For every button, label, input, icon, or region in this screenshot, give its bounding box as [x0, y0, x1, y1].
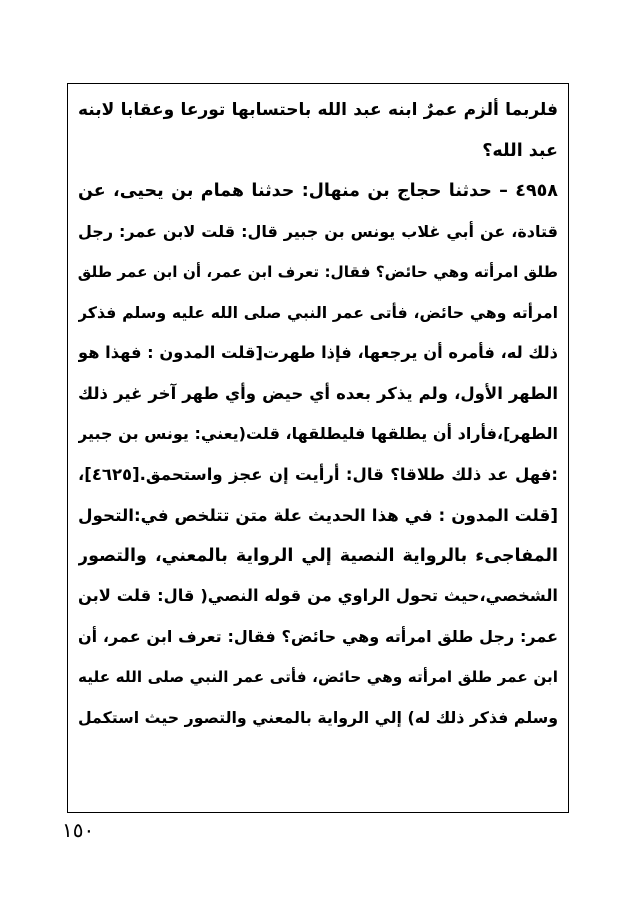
text-frame [67, 83, 569, 813]
text-line-16: وسلم فذكر ذلك له) إلي الرواية بالمعني والتصور حيث استكمل [78, 707, 558, 727]
text-line-5: طلق امرأته وهي حائض؟ فقال: تعرف ابن عمر، أن ابن عمر طلق [78, 263, 558, 281]
page-number: ١٥٠ [62, 818, 95, 842]
text-line-14: عمر: رجل طلق امرأته وهي حائض؟ فقال: تعرف ابن عمر، أن [78, 626, 558, 646]
text-line-15: ابن عمر طلق امرأته وهي حائض، فأتى عمر النبي صلى الله عليه [78, 668, 558, 686]
text-line-3: ٤٩٥٨ – حدثنا حجاج بن منهال: حدثنا همام بن يحيى، عن [78, 181, 558, 201]
text-line-1: فلربما ألزم عمرٌ ابنه عبد الله باحتسابها تورعا وعقابا لابنه [78, 100, 558, 120]
text-line-12: المفاجىء بالرواية النصية إلي الرواية بالمعني، والتصور [78, 545, 558, 566]
text-line-8: الطهر الأول، ولم يذكر بعده أي حيض وأي طهر آخر غير ذلك [78, 383, 558, 403]
text-line-13: الشخصي،حيث تحول الراوي من قوله النصي( قال: قلت لابن [78, 586, 558, 605]
text-line-4: قتادة، عن أبي غلاب يونس بن جبير قال: قلت لابن عمر: رجل [78, 221, 558, 241]
text-line-6: امرأته وهي حائض، فأتى عمر النبي صلى الله عليه وسلم فذكر [78, 302, 558, 322]
text-line-7: ذلك له، فأمره أن يرجعها، فإذا طهرت[قلت المدون : فهذا هو [78, 343, 558, 362]
text-line-11: [قلت المدون : في هذا الحديث علة متن تتلخص في:التحول [78, 505, 558, 525]
text-line-9: الطهر]،فأراد أن يطلقها فليطلقها، قلت(يعني: يونس بن جبير [78, 424, 558, 443]
text-line-2: عبد الله؟ [482, 140, 558, 161]
text-line-10: :فهل عد ذلك طلاقا؟ قال: أرأيت إن عجز واستحمق.[٤٦٢٥]، [78, 464, 558, 484]
